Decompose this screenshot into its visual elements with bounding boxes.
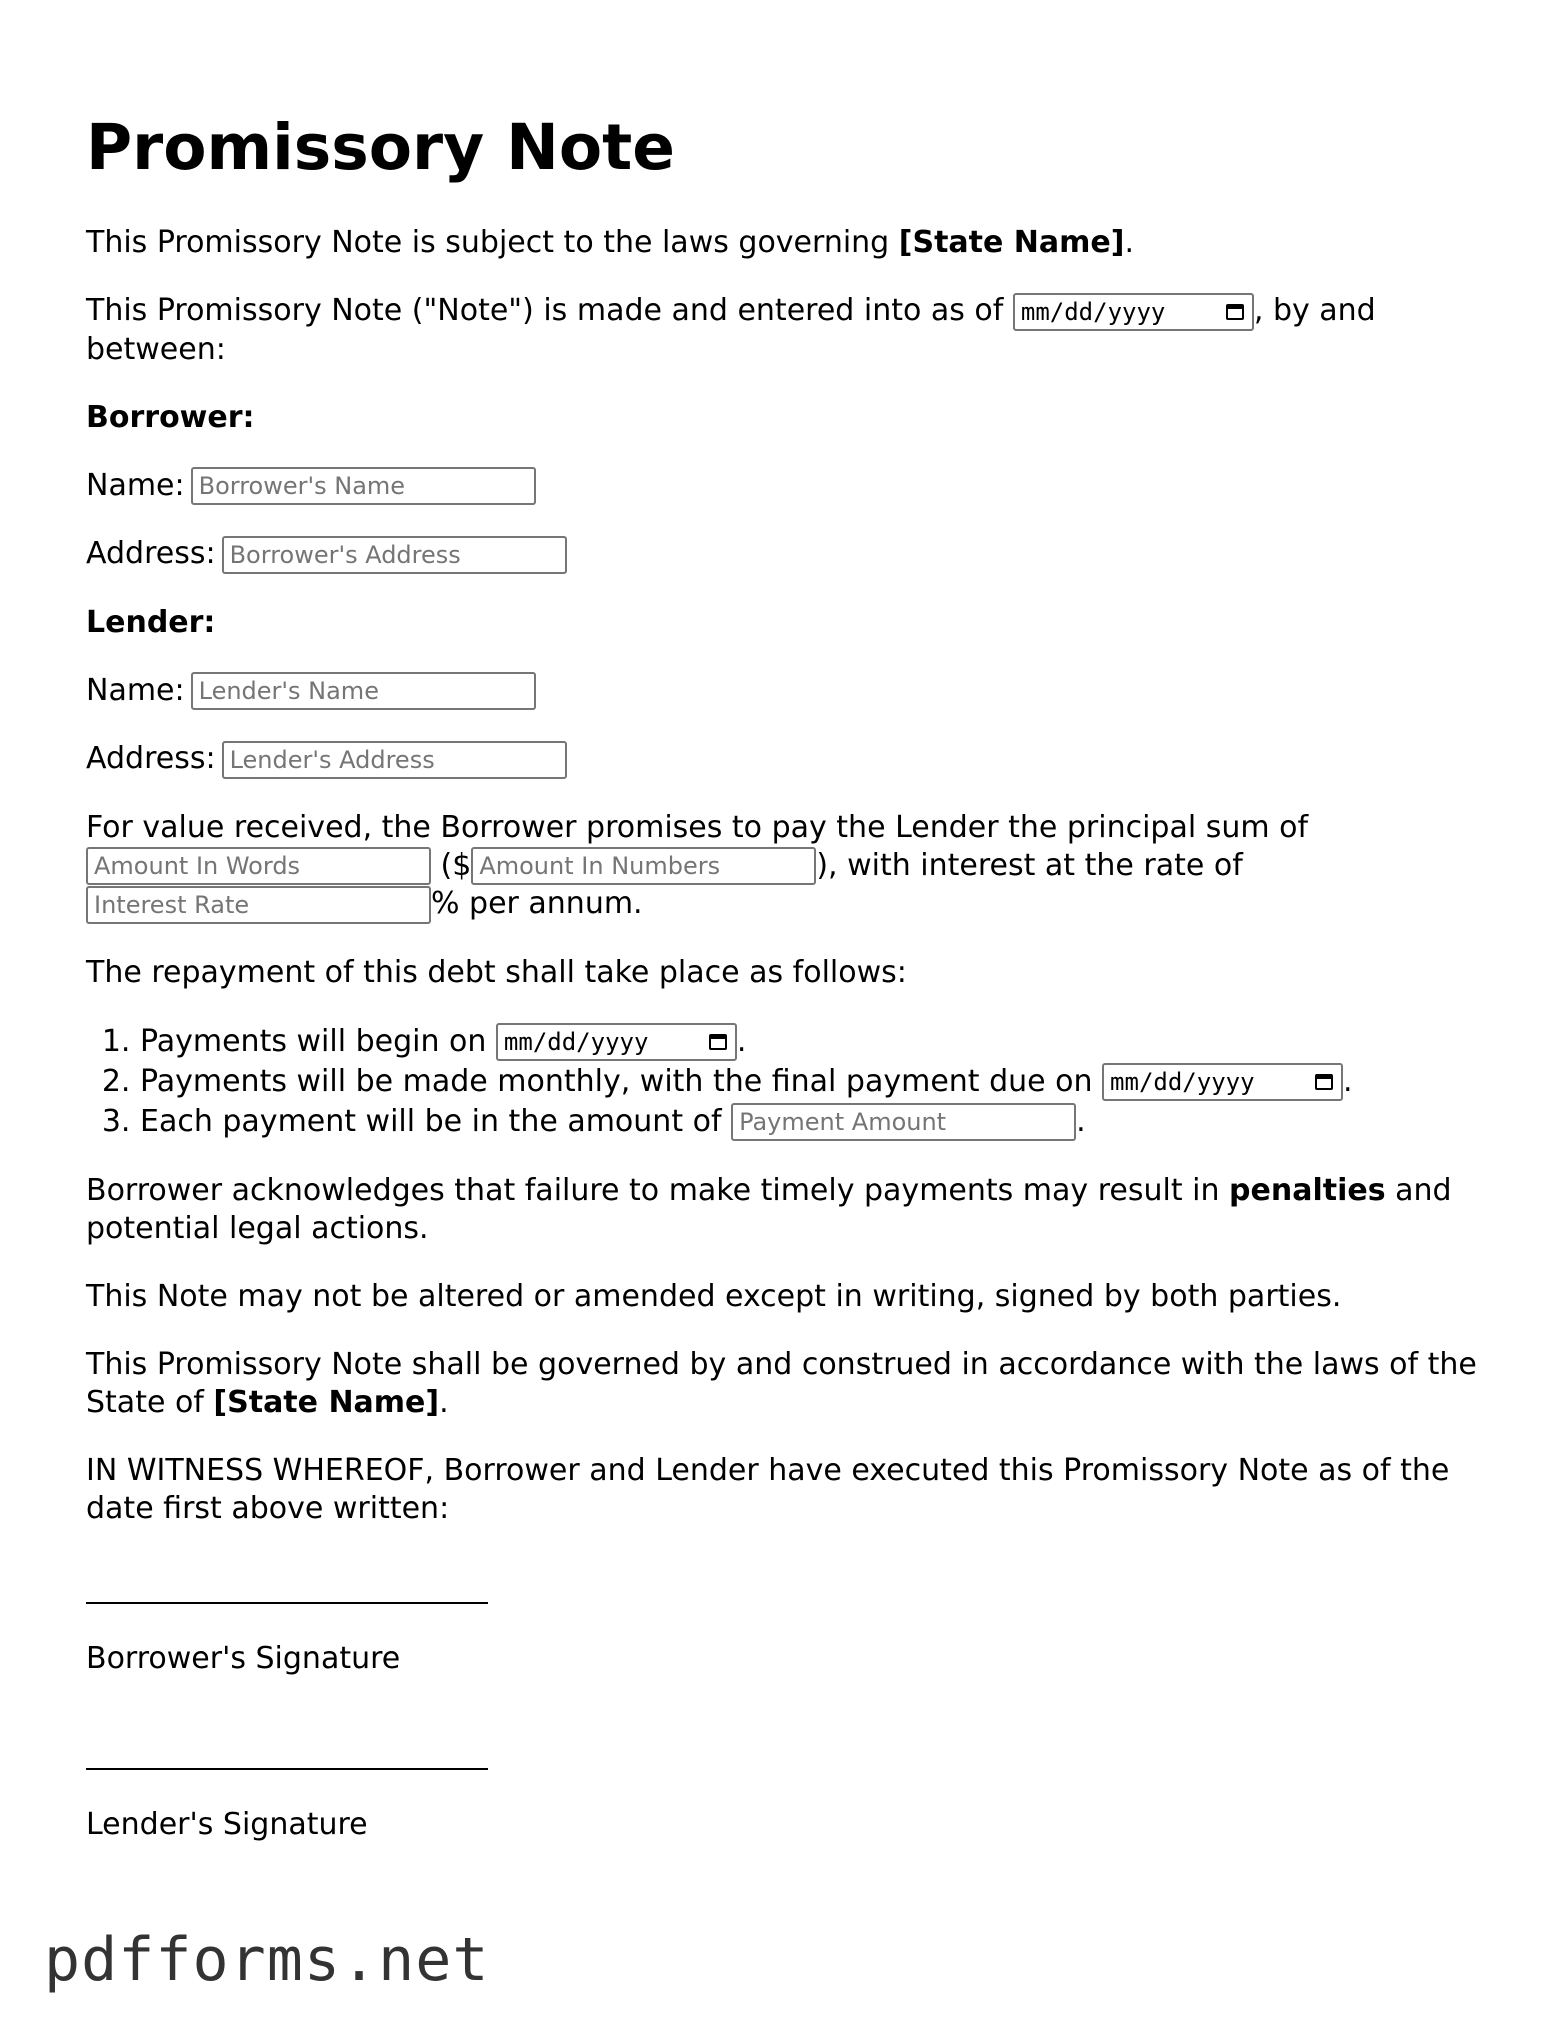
promissory-note-document: [86, 108, 1486, 1908]
repayment-intro: The repayment of this debt shall take place as follows:: [86, 954, 907, 990]
item3-period: .: [1076, 1103, 1086, 1139]
item2-period: .: [1343, 1063, 1353, 1099]
item2-text: Payments will be made monthly, with the final payment due on: [140, 1063, 1103, 1099]
calendar-icon[interactable]: [1315, 1074, 1333, 1090]
borrower-signature-line[interactable]: [86, 1576, 1486, 1614]
amount-words-input[interactable]: Amount In Words: [86, 847, 431, 885]
lender-heading: [86, 604, 1486, 642]
final-payment-date-input[interactable]: [1102, 1063, 1343, 1101]
borrower-heading: [86, 399, 1486, 437]
lender-name-input[interactable]: Lender's Name: [191, 672, 536, 710]
intro-state-name: [State Name]: [898, 225, 1125, 260]
interest-rate-input[interactable]: Interest Rate: [86, 886, 431, 924]
list-item: [140, 1022, 1486, 1062]
value-text-2: ($: [431, 847, 472, 883]
borrower-address-label: Address:: [86, 536, 216, 571]
borrower-name-row: [86, 467, 1486, 506]
borrower-heading-text: Borrower:: [86, 399, 255, 435]
ack-tail: and potential legal actions.: [86, 1172, 1452, 1246]
lender-signature-rule: [86, 1742, 488, 1770]
payment-start-date-input[interactable]: [496, 1023, 737, 1061]
ack-text: Borrower acknowledges that failure to make timely payments may result in: [86, 1172, 1230, 1208]
item1-text: Payments will begin on: [140, 1023, 496, 1059]
note-date-placeholder: mm/dd/yyyy: [1020, 297, 1166, 326]
amount-numbers-input[interactable]: Amount In Numbers: [471, 847, 816, 885]
lender-address-row: [86, 740, 1486, 779]
lender-heading-text: Lender:: [86, 604, 216, 640]
page-title: Promissory Note: [86, 111, 675, 184]
item3-text: Each payment will be in the amount of: [140, 1103, 732, 1139]
intro-text: This Promissory Note is subject to the laws governing: [86, 225, 899, 260]
watermark-logo: pdfforms.net: [44, 1925, 490, 1995]
borrower-signature-rule: [86, 1576, 488, 1604]
borrower-address-input[interactable]: Borrower's Address: [222, 536, 567, 574]
lender-name-label: Name:: [86, 672, 185, 708]
intro-period: .: [1124, 225, 1135, 260]
governed-state-name: [State Name]: [213, 1384, 440, 1420]
governing-law-paragraph: [86, 1346, 1486, 1422]
lender-address-label: Address:: [86, 741, 216, 776]
calendar-icon[interactable]: [1226, 304, 1244, 320]
payment-amount-input[interactable]: Payment Amount: [731, 1103, 1076, 1141]
repayment-list: [86, 1022, 1486, 1142]
value-received-paragraph: [86, 809, 1486, 924]
note-date-input[interactable]: [1013, 293, 1254, 331]
borrower-name-label: Name:: [86, 467, 185, 503]
value-text-4: % per annum.: [431, 886, 643, 921]
borrower-name-input[interactable]: Borrower's Name: [191, 467, 536, 505]
borrower-signature-label: Borrower's Signature: [86, 1640, 401, 1676]
governed-period: .: [439, 1384, 449, 1420]
value-text-1: For value received, the Borrower promises to pay the Lender the principal sum of: [86, 809, 1309, 845]
intro-paragraph: [86, 224, 1486, 262]
lender-address-input[interactable]: Lender's Address: [222, 741, 567, 779]
acknowledgement-paragraph: [86, 1172, 1486, 1248]
value-text-3: ), with interest at the rate of: [816, 847, 1243, 883]
lender-signature-line[interactable]: [86, 1742, 1486, 1780]
ack-penalties: penalties: [1229, 1172, 1386, 1208]
item1-period: .: [736, 1023, 747, 1059]
final-payment-date-placeholder: mm/dd/yyyy: [1110, 1068, 1255, 1096]
borrower-address-row: [86, 535, 1486, 574]
payment-start-date-placeholder: mm/dd/yyyy: [503, 1028, 649, 1056]
witness-paragraph: IN WITNESS WHEREOF, Borrower and Lender have executed this Promissory Note as of the date first above written:: [86, 1452, 1450, 1526]
lender-signature-label: Lender's Signature: [86, 1806, 368, 1842]
made-entered-paragraph: [86, 292, 1486, 369]
governed-text: This Promissory Note shall be governed by and construed in accordance with the laws of the State of: [86, 1346, 1477, 1420]
lender-name-row: [86, 672, 1486, 711]
calendar-icon[interactable]: [709, 1034, 727, 1050]
alteration-paragraph: This Note may not be altered or amended except in writing, signed by both parties.: [86, 1278, 1342, 1314]
made-entered-text: This Promissory Note ("Note") is made and entered into as of: [86, 293, 1013, 328]
made-entered-tail: , by and between:: [86, 293, 1376, 367]
list-item: [140, 1102, 1486, 1142]
list-item: [140, 1062, 1486, 1102]
